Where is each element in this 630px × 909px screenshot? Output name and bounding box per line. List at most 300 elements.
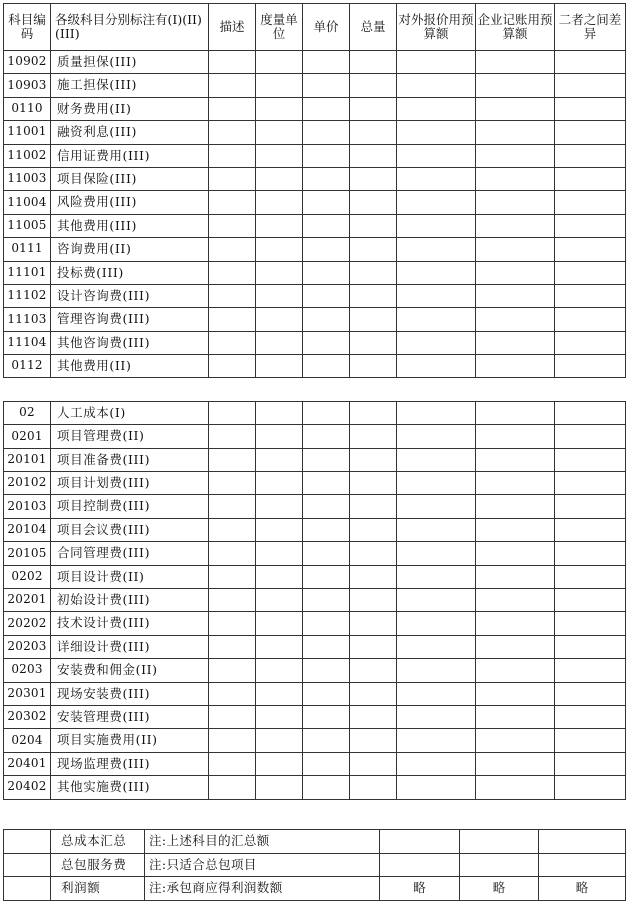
cell-external-budget bbox=[397, 495, 476, 518]
cell-internal-budget bbox=[476, 238, 555, 261]
row-code: 20103 bbox=[4, 495, 51, 518]
summary-table bbox=[3, 829, 626, 901]
cell-desc bbox=[209, 565, 256, 588]
cell-desc bbox=[209, 308, 256, 331]
cell-desc bbox=[209, 682, 256, 705]
row-code: 20401 bbox=[4, 752, 51, 775]
cell-diff bbox=[555, 705, 626, 728]
cell-total bbox=[350, 752, 397, 775]
table-row bbox=[4, 495, 626, 518]
row-name: 现场安装费(III) bbox=[51, 682, 209, 705]
cell-diff bbox=[555, 425, 626, 448]
cell-internal-budget bbox=[476, 401, 555, 424]
row-name: 其他实施费(III) bbox=[51, 776, 209, 799]
cell-total bbox=[350, 705, 397, 728]
cell-desc bbox=[209, 542, 256, 565]
cell-external-budget bbox=[397, 191, 476, 214]
summary-value-3 bbox=[539, 830, 626, 854]
cell-desc bbox=[209, 776, 256, 799]
cell-internal-budget bbox=[476, 167, 555, 190]
cell-unit bbox=[256, 214, 303, 237]
cell-unit bbox=[256, 121, 303, 144]
row-name: 项目设计费(II) bbox=[51, 565, 209, 588]
cell-external-budget bbox=[397, 659, 476, 682]
cell-price bbox=[303, 612, 350, 635]
cell-price bbox=[303, 167, 350, 190]
cell-internal-budget bbox=[476, 729, 555, 752]
row-code: 0203 bbox=[4, 659, 51, 682]
header-unit: 度量单位 bbox=[256, 4, 303, 51]
cell-desc bbox=[209, 261, 256, 284]
cell-desc bbox=[209, 191, 256, 214]
row-code: 0111 bbox=[4, 238, 51, 261]
table-row bbox=[4, 167, 626, 190]
cell-diff bbox=[555, 261, 626, 284]
cell-external-budget bbox=[397, 565, 476, 588]
summary-note: 注:上述科目的汇总额 bbox=[145, 830, 380, 854]
cell-internal-budget bbox=[476, 588, 555, 611]
cell-diff bbox=[555, 308, 626, 331]
table-row bbox=[4, 729, 626, 752]
section-gap bbox=[4, 378, 626, 401]
header-desc: 描述 bbox=[209, 4, 256, 51]
row-name: 其他咨询费(III) bbox=[51, 331, 209, 354]
cell-diff bbox=[555, 635, 626, 658]
cell-diff bbox=[555, 401, 626, 424]
cell-desc bbox=[209, 705, 256, 728]
cell-desc bbox=[209, 448, 256, 471]
table-row bbox=[4, 355, 626, 378]
cell-diff bbox=[555, 448, 626, 471]
summary-row bbox=[4, 853, 626, 877]
cell-price bbox=[303, 401, 350, 424]
row-name: 项目管理费(II) bbox=[51, 425, 209, 448]
table-row bbox=[4, 588, 626, 611]
cell-unit bbox=[256, 401, 303, 424]
table-row bbox=[4, 659, 626, 682]
cell-total bbox=[350, 74, 397, 97]
table-row bbox=[4, 635, 626, 658]
cell-internal-budget bbox=[476, 565, 555, 588]
cell-total bbox=[350, 565, 397, 588]
row-code: 20301 bbox=[4, 682, 51, 705]
cell-desc bbox=[209, 121, 256, 144]
cell-total bbox=[350, 776, 397, 799]
summary-note: 注:只适合总包项目 bbox=[145, 853, 380, 877]
header-internal-budget: 企业记账用预算额 bbox=[476, 4, 555, 51]
cell-total bbox=[350, 331, 397, 354]
row-name: 风险费用(III) bbox=[51, 191, 209, 214]
table-row bbox=[4, 284, 626, 307]
cell-desc bbox=[209, 612, 256, 635]
cell-internal-budget bbox=[476, 705, 555, 728]
cell-total bbox=[350, 425, 397, 448]
cell-internal-budget bbox=[476, 331, 555, 354]
cell-internal-budget bbox=[476, 144, 555, 167]
summary-label: 总包服务费 bbox=[51, 853, 145, 877]
cell-external-budget bbox=[397, 214, 476, 237]
cell-internal-budget bbox=[476, 191, 555, 214]
row-name: 人工成本(I) bbox=[51, 401, 209, 424]
cell-external-budget bbox=[397, 588, 476, 611]
cell-diff bbox=[555, 284, 626, 307]
cell-diff bbox=[555, 729, 626, 752]
row-name: 投标费(III) bbox=[51, 261, 209, 284]
cell-external-budget bbox=[397, 472, 476, 495]
cell-diff bbox=[555, 167, 626, 190]
cell-internal-budget bbox=[476, 308, 555, 331]
row-code: 20203 bbox=[4, 635, 51, 658]
cell-total bbox=[350, 355, 397, 378]
cell-diff bbox=[555, 191, 626, 214]
summary-blank bbox=[4, 877, 51, 901]
cell-external-budget bbox=[397, 425, 476, 448]
cell-external-budget bbox=[397, 97, 476, 120]
cell-desc bbox=[209, 238, 256, 261]
cell-price bbox=[303, 51, 350, 74]
cell-unit bbox=[256, 191, 303, 214]
cell-desc bbox=[209, 74, 256, 97]
row-code: 11005 bbox=[4, 214, 51, 237]
cell-price bbox=[303, 261, 350, 284]
cell-desc bbox=[209, 659, 256, 682]
summary-value-3: 略 bbox=[539, 877, 626, 901]
cell-internal-budget bbox=[476, 542, 555, 565]
header-name: 各级科目分别标注有(I)(II)(III) bbox=[51, 4, 209, 51]
row-code: 0201 bbox=[4, 425, 51, 448]
row-name: 管理咨询费(III) bbox=[51, 308, 209, 331]
cell-unit bbox=[256, 261, 303, 284]
cell-total bbox=[350, 214, 397, 237]
cell-price bbox=[303, 495, 350, 518]
table-row bbox=[4, 425, 626, 448]
header-code: 科目编码 bbox=[4, 4, 51, 51]
cell-total bbox=[350, 308, 397, 331]
cell-external-budget bbox=[397, 238, 476, 261]
cell-price bbox=[303, 238, 350, 261]
cell-unit bbox=[256, 331, 303, 354]
cell-diff bbox=[555, 659, 626, 682]
row-name: 合同管理费(III) bbox=[51, 542, 209, 565]
cell-external-budget bbox=[397, 401, 476, 424]
cell-external-budget bbox=[397, 612, 476, 635]
cell-internal-budget bbox=[476, 448, 555, 471]
cell-price bbox=[303, 284, 350, 307]
cell-unit bbox=[256, 518, 303, 541]
row-code: 11001 bbox=[4, 121, 51, 144]
row-name: 项目实施费用(II) bbox=[51, 729, 209, 752]
cell-unit bbox=[256, 659, 303, 682]
table-row bbox=[4, 752, 626, 775]
cell-external-budget bbox=[397, 448, 476, 471]
cell-internal-budget bbox=[476, 752, 555, 775]
cell-unit bbox=[256, 425, 303, 448]
table-row bbox=[4, 542, 626, 565]
summary-value-1 bbox=[380, 853, 460, 877]
cell-unit bbox=[256, 565, 303, 588]
cell-unit bbox=[256, 167, 303, 190]
cell-price bbox=[303, 518, 350, 541]
gap-cell bbox=[4, 378, 626, 401]
cell-desc bbox=[209, 284, 256, 307]
header-external-budget: 对外报价用预算额 bbox=[397, 4, 476, 51]
cell-price bbox=[303, 635, 350, 658]
cell-price bbox=[303, 776, 350, 799]
cell-desc bbox=[209, 425, 256, 448]
cell-diff bbox=[555, 518, 626, 541]
row-code: 20104 bbox=[4, 518, 51, 541]
table-row bbox=[4, 401, 626, 424]
row-code: 11103 bbox=[4, 308, 51, 331]
table-row bbox=[4, 448, 626, 471]
table-row bbox=[4, 612, 626, 635]
cell-price bbox=[303, 659, 350, 682]
cell-diff bbox=[555, 776, 626, 799]
cell-diff bbox=[555, 542, 626, 565]
cell-total bbox=[350, 97, 397, 120]
cell-unit bbox=[256, 542, 303, 565]
cell-diff bbox=[555, 588, 626, 611]
cell-diff bbox=[555, 565, 626, 588]
cell-external-budget bbox=[397, 518, 476, 541]
cell-desc bbox=[209, 401, 256, 424]
cell-internal-budget bbox=[476, 682, 555, 705]
cell-unit bbox=[256, 238, 303, 261]
cell-diff bbox=[555, 121, 626, 144]
table-row bbox=[4, 261, 626, 284]
cell-external-budget bbox=[397, 729, 476, 752]
cell-internal-budget bbox=[476, 74, 555, 97]
cell-diff bbox=[555, 331, 626, 354]
cell-internal-budget bbox=[476, 659, 555, 682]
cell-desc bbox=[209, 331, 256, 354]
row-name: 初始设计费(III) bbox=[51, 588, 209, 611]
row-code: 20202 bbox=[4, 612, 51, 635]
cell-price bbox=[303, 752, 350, 775]
cell-total bbox=[350, 682, 397, 705]
cell-external-budget bbox=[397, 167, 476, 190]
summary-value-2 bbox=[460, 830, 539, 854]
summary-value-1: 略 bbox=[380, 877, 460, 901]
row-name: 项目准备费(III) bbox=[51, 448, 209, 471]
table-row bbox=[4, 214, 626, 237]
cell-total bbox=[350, 588, 397, 611]
cell-diff bbox=[555, 238, 626, 261]
cell-price bbox=[303, 308, 350, 331]
cell-desc bbox=[209, 729, 256, 752]
table-row bbox=[4, 518, 626, 541]
row-name: 信用证费用(III) bbox=[51, 144, 209, 167]
cell-internal-budget bbox=[476, 97, 555, 120]
cell-total bbox=[350, 472, 397, 495]
cell-price bbox=[303, 191, 350, 214]
table-row bbox=[4, 51, 626, 74]
row-name: 现场监理费(III) bbox=[51, 752, 209, 775]
cell-total bbox=[350, 448, 397, 471]
summary-label: 总成本汇总 bbox=[51, 830, 145, 854]
cell-price bbox=[303, 74, 350, 97]
cell-external-budget bbox=[397, 331, 476, 354]
cell-external-budget bbox=[397, 284, 476, 307]
table-row bbox=[4, 682, 626, 705]
cell-price bbox=[303, 542, 350, 565]
table-row bbox=[4, 331, 626, 354]
table-row bbox=[4, 565, 626, 588]
cell-internal-budget bbox=[476, 635, 555, 658]
cell-price bbox=[303, 355, 350, 378]
cell-desc bbox=[209, 355, 256, 378]
cell-diff bbox=[555, 51, 626, 74]
cell-total bbox=[350, 167, 397, 190]
table-row bbox=[4, 705, 626, 728]
cell-unit bbox=[256, 51, 303, 74]
row-code: 11102 bbox=[4, 284, 51, 307]
cell-external-budget bbox=[397, 51, 476, 74]
row-code: 11004 bbox=[4, 191, 51, 214]
cell-total bbox=[350, 191, 397, 214]
table-row bbox=[4, 144, 626, 167]
summary-label: 利润额 bbox=[51, 877, 145, 901]
table-row bbox=[4, 121, 626, 144]
cell-total bbox=[350, 51, 397, 74]
row-name: 详细设计费(III) bbox=[51, 635, 209, 658]
table-row bbox=[4, 472, 626, 495]
cell-unit bbox=[256, 635, 303, 658]
cell-desc bbox=[209, 495, 256, 518]
cost-account-table bbox=[3, 3, 626, 800]
cell-external-budget bbox=[397, 355, 476, 378]
cell-external-budget bbox=[397, 682, 476, 705]
cell-desc bbox=[209, 97, 256, 120]
cell-total bbox=[350, 635, 397, 658]
row-name: 财务费用(II) bbox=[51, 97, 209, 120]
summary-blank bbox=[4, 830, 51, 854]
cell-external-budget bbox=[397, 705, 476, 728]
cell-diff bbox=[555, 97, 626, 120]
table-row bbox=[4, 74, 626, 97]
table-row bbox=[4, 238, 626, 261]
cell-price bbox=[303, 682, 350, 705]
cell-price bbox=[303, 97, 350, 120]
cell-desc bbox=[209, 588, 256, 611]
cell-total bbox=[350, 518, 397, 541]
row-code: 20105 bbox=[4, 542, 51, 565]
cell-price bbox=[303, 214, 350, 237]
cell-unit bbox=[256, 588, 303, 611]
cell-desc bbox=[209, 144, 256, 167]
summary-value-1 bbox=[380, 830, 460, 854]
cell-unit bbox=[256, 612, 303, 635]
cell-unit bbox=[256, 308, 303, 331]
cell-internal-budget bbox=[476, 214, 555, 237]
row-code: 20101 bbox=[4, 448, 51, 471]
cell-diff bbox=[555, 495, 626, 518]
row-code: 10903 bbox=[4, 74, 51, 97]
row-code: 11101 bbox=[4, 261, 51, 284]
row-name: 项目控制费(III) bbox=[51, 495, 209, 518]
table-row bbox=[4, 308, 626, 331]
cell-total bbox=[350, 121, 397, 144]
cell-diff bbox=[555, 355, 626, 378]
cell-internal-budget bbox=[476, 284, 555, 307]
table-body bbox=[4, 51, 626, 800]
cell-unit bbox=[256, 448, 303, 471]
cell-price bbox=[303, 705, 350, 728]
summary-value-2: 略 bbox=[460, 877, 539, 901]
cell-unit bbox=[256, 776, 303, 799]
cell-internal-budget bbox=[476, 518, 555, 541]
row-name: 项目保险(III) bbox=[51, 167, 209, 190]
row-code: 0204 bbox=[4, 729, 51, 752]
row-name: 设计咨询费(III) bbox=[51, 284, 209, 307]
cell-diff bbox=[555, 74, 626, 97]
row-code: 02 bbox=[4, 401, 51, 424]
cell-total bbox=[350, 144, 397, 167]
row-name: 安装费和佣金(II) bbox=[51, 659, 209, 682]
cell-unit bbox=[256, 729, 303, 752]
cell-total bbox=[350, 238, 397, 261]
cell-desc bbox=[209, 167, 256, 190]
row-code: 20201 bbox=[4, 588, 51, 611]
row-name: 技术设计费(III) bbox=[51, 612, 209, 635]
cell-internal-budget bbox=[476, 495, 555, 518]
cell-desc bbox=[209, 472, 256, 495]
cell-desc bbox=[209, 635, 256, 658]
cell-diff bbox=[555, 144, 626, 167]
cell-internal-budget bbox=[476, 51, 555, 74]
cell-external-budget bbox=[397, 635, 476, 658]
cell-unit bbox=[256, 472, 303, 495]
cell-external-budget bbox=[397, 308, 476, 331]
row-name: 项目会议费(III) bbox=[51, 518, 209, 541]
row-code: 20102 bbox=[4, 472, 51, 495]
row-name: 安装管理费(III) bbox=[51, 705, 209, 728]
cell-diff bbox=[555, 612, 626, 635]
cell-internal-budget bbox=[476, 355, 555, 378]
cell-unit bbox=[256, 144, 303, 167]
cell-unit bbox=[256, 97, 303, 120]
cell-diff bbox=[555, 214, 626, 237]
cell-internal-budget bbox=[476, 261, 555, 284]
row-code: 0112 bbox=[4, 355, 51, 378]
row-code: 0202 bbox=[4, 565, 51, 588]
cell-unit bbox=[256, 752, 303, 775]
cell-internal-budget bbox=[476, 425, 555, 448]
cell-total bbox=[350, 612, 397, 635]
cell-external-budget bbox=[397, 776, 476, 799]
summary-value-3 bbox=[539, 853, 626, 877]
cell-external-budget bbox=[397, 752, 476, 775]
row-code: 11003 bbox=[4, 167, 51, 190]
row-code: 20402 bbox=[4, 776, 51, 799]
cell-diff bbox=[555, 472, 626, 495]
cell-total bbox=[350, 495, 397, 518]
cell-diff bbox=[555, 682, 626, 705]
cell-unit bbox=[256, 495, 303, 518]
cell-external-budget bbox=[397, 542, 476, 565]
cell-internal-budget bbox=[476, 121, 555, 144]
row-name: 质量担保(III) bbox=[51, 51, 209, 74]
cell-external-budget bbox=[397, 74, 476, 97]
row-name: 项目计划费(III) bbox=[51, 472, 209, 495]
table-header-row bbox=[4, 4, 626, 51]
row-name: 咨询费用(II) bbox=[51, 238, 209, 261]
summary-row bbox=[4, 877, 626, 901]
cell-total bbox=[350, 729, 397, 752]
row-code: 10902 bbox=[4, 51, 51, 74]
cell-price bbox=[303, 331, 350, 354]
header-diff: 二者之间差异 bbox=[555, 4, 626, 51]
